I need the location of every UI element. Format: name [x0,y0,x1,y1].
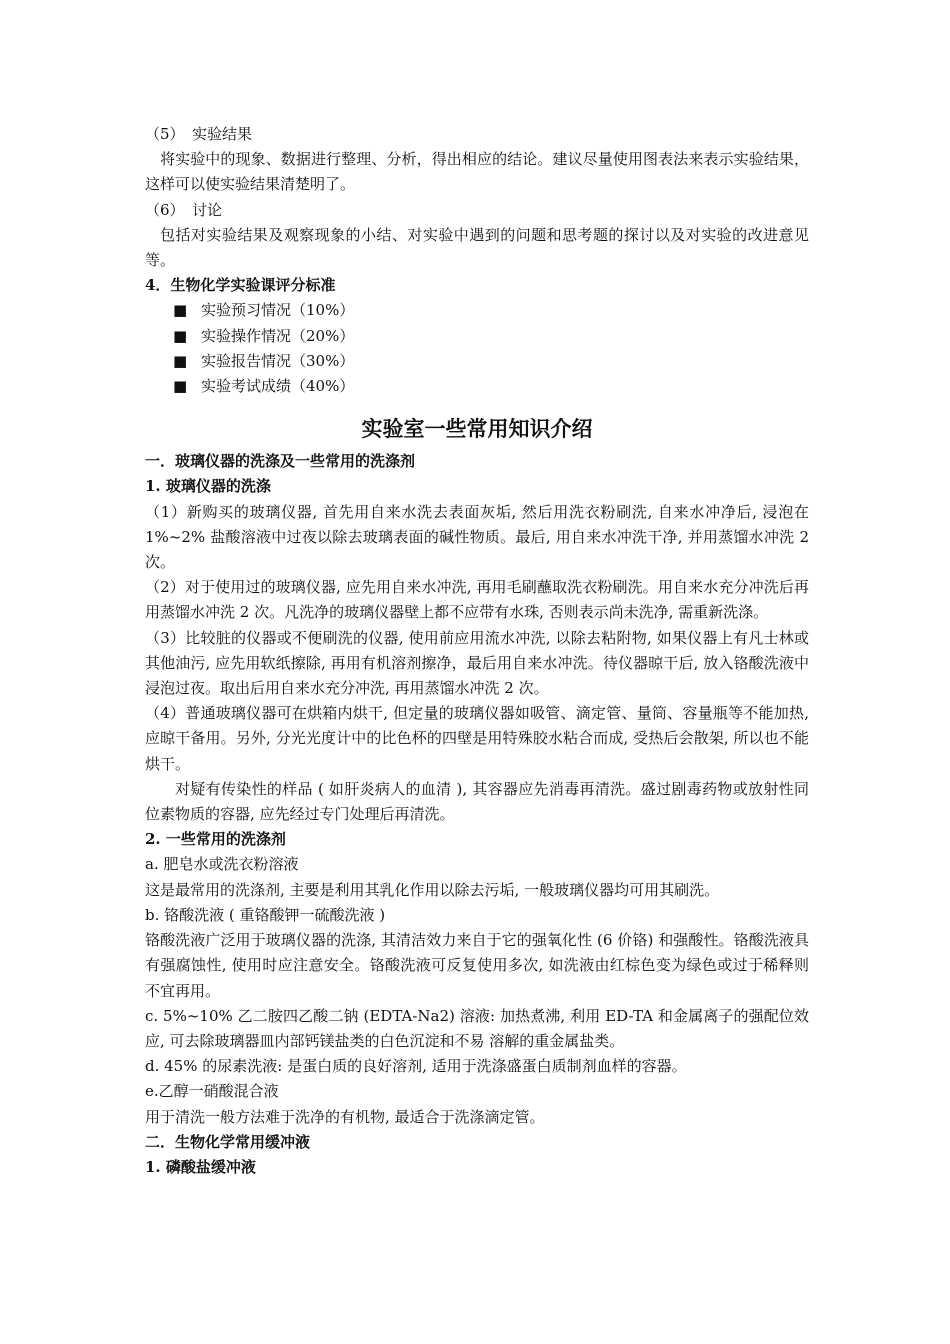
detergent-b-text: 铬酸洗液广泛用于玻璃仪器的洗涤, 其清洁效力来自于它的强氧化性 (6 价铬) 和强酸性。铬酸洗液具有强腐蚀性, 使用时应注意安全。铬酸洗液可反复使用多次, 如洗液由红棕色变为绿色或过于稀释则不宜再用。 [145,931,809,1000]
detergent-e-text: 用于清洗一般方法难于洗净的有机物, 最适合于洗涤滴定管。 [145,1107,545,1126]
section-5-heading: （5） 实验结果 [145,125,253,143]
phosphate-buffer-heading: 1. 磷酸盐缓冲液 [145,1157,256,1176]
detergent-c-text: c. 5%~10% 乙二胺四乙酸二钠 (EDTA-Na2) 溶液: 加热煮沸, 利用 ED-TA 和金属离子的强配位效应, 可去除玻璃器皿内部钙镁盐类的白色沉淀和不易 溶解的重金属盐类。 [145,1006,809,1050]
section-6-heading: （6） 讨论 [145,200,223,219]
grading-item-text: 实验报告情况（30%） [201,351,355,370]
washing-step-3: （3）比较脏的仪器或不便刷洗的仪器, 使用前应用流水冲洗, 以除去粘附物, 如果仪器上有凡士林或其他油污, 应先用软纸擦除, 再用有机溶剂擦净，最后用自来水冲洗。待仪器晾干后, 放入铬酸洗液中浸泡过夜。取出后用自来水充分冲洗, 再用蒸馏水冲洗 2 次。 [145,628,809,698]
grading-item [145,349,809,374]
square-bullet-icon: ■ [173,301,188,320]
detergent-d-text: d. 45% 的尿素洗液: 是蛋白质的良好溶剂, 适用于洗涤盛蛋白质制剂血样的容器。 [145,1057,687,1076]
grading-heading: 4．生物化学实验课评分标准 [145,276,336,295]
detergent-b-label: b. 铬酸洗液 ( 重铬酸钾一硫酸洗液 ) [145,905,386,924]
detergent-e-label: e.乙醇一硝酸混合液 [145,1082,279,1101]
infectious-sample-note: 对疑有传染性的样品 ( 如肝炎病人的血清 ), 其容器应先消毒再清洗。盛过剧毒药物或放射性同位素物质的容器, 应先经过专门处理后再清洗。 [145,779,809,824]
square-bullet-icon: ■ [173,351,188,370]
square-bullet-icon: ■ [173,326,188,345]
washing-step-1: （1）新购买的玻璃仪器, 首先用自来水洗去表面灰垢, 然后用洗衣粉刷洗, 自来水冲净后, 浸泡在 1%~2% 盐酸溶液中过夜以除去玻璃表面的碱性物质。最后, 用自来水冲洗干净, 并用蒸馏水冲洗 2 次。 [145,502,809,572]
detergent-a-label: a. 肥皂水或洗衣粉溶液 [145,855,299,874]
grading-item [145,298,809,323]
grading-item-text: 实验考试成绩（40%） [201,377,355,396]
washing-step-2: （2）对于使用过的玻璃仪器, 应先用自来水冲洗, 再用毛刷蘸取洗衣粉刷洗。用自来水充分冲洗后再用蒸馏水冲洗 2 次。凡洗净的玻璃仪器壁上都不应带有水珠, 否则表示尚未洗净, 需重新洗涤。 [145,578,809,622]
section-5-body: 将实验中的现象、数据进行整理、分析，得出相应的结论。建议尽量使用图表法来表示实验结果，这样可以使实验结果清楚明了。 [145,150,809,194]
subsection-1-heading: 1. 玻璃仪器的洗涤 [145,477,271,496]
grading-item-text: 实验预习情况（10%） [201,301,355,320]
grading-item [145,374,809,399]
part-1-heading: 一．玻璃仪器的洗涤及一些常用的洗涤剂 [145,452,416,471]
chapter-title: 实验室一些常用知识介绍 [361,416,593,442]
grading-item-text: 实验操作情况（20%） [201,326,355,345]
part-2-heading: 二．生物化学常用缓冲液 [145,1132,311,1151]
detergent-a-text: 这是最常用的洗涤剂, 主要是利用其乳化作用以除去污垢, 一般玻璃仪器均可用其刷洗。 [145,880,720,899]
document-body [145,122,809,1180]
section-6-body: 包括对实验结果及观察现象的小结、对实验中遇到的问题和思考题的探讨以及对实验的改进意见等。 [145,225,809,270]
subsection-2-heading: 2. 一些常用的洗涤剂 [145,830,286,849]
square-bullet-icon: ■ [173,377,188,396]
washing-step-4: （4）普通玻璃仪器可在烘箱内烘干, 但定量的玻璃仪器如吸管、滴定管、量筒、容量瓶等不能加热, 应晾干备用。另外, 分光光度计中的比色杯的四壁是用特殊胶水粘合而成, 受热后会散架, 所以也不能烘干。 [145,704,809,773]
grading-item [145,324,809,349]
